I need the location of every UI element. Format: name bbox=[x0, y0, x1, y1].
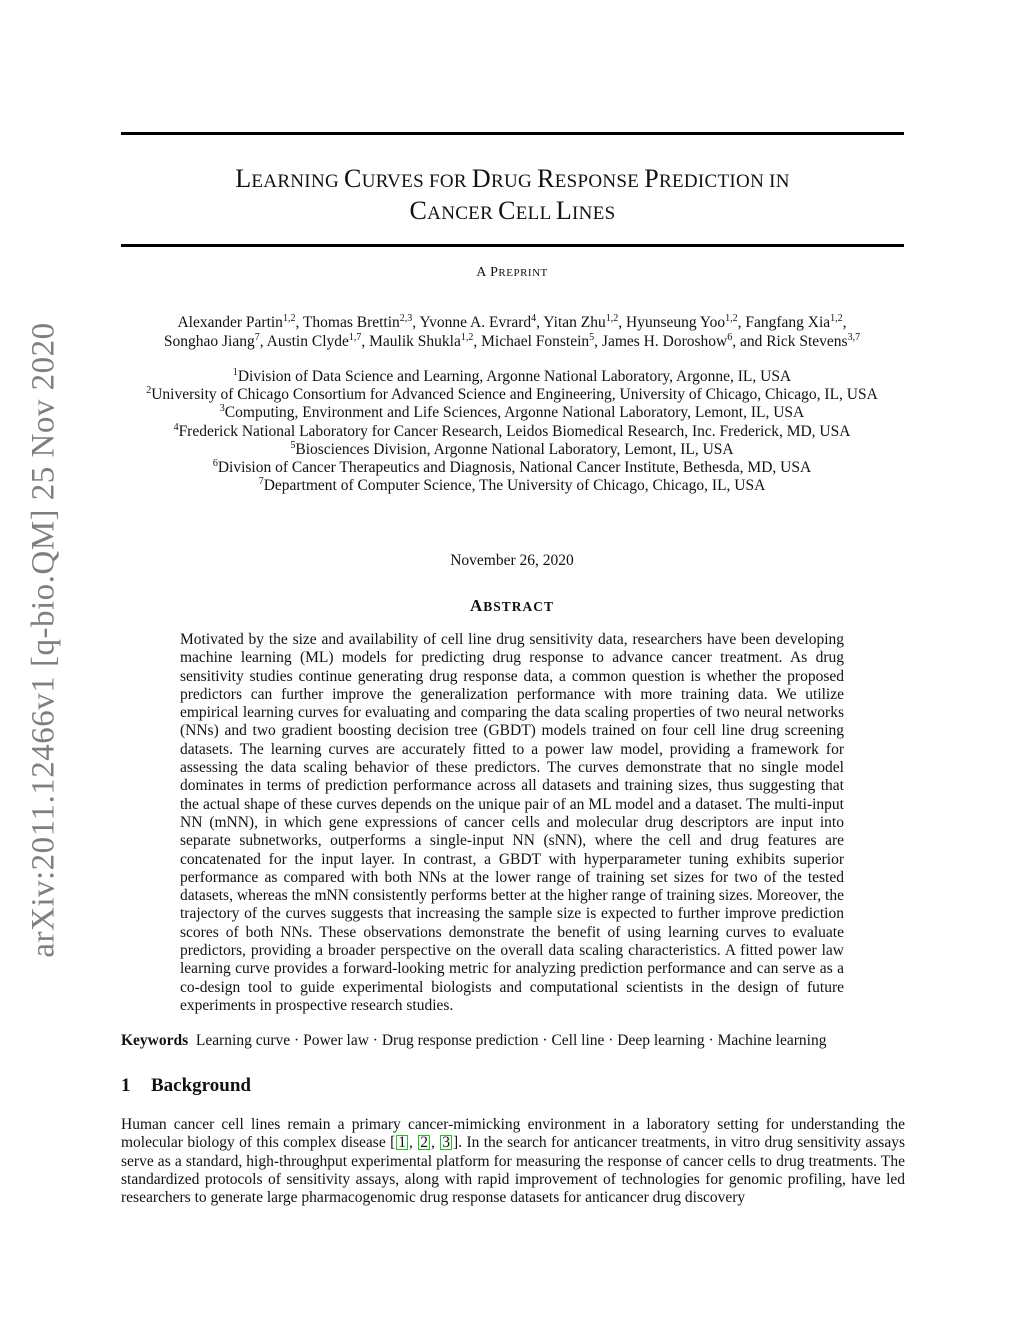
keywords-line bbox=[121, 1032, 826, 1050]
paper-title-line-2 bbox=[121, 194, 904, 230]
author: Songhao Jiang$^7$, bbox=[163, 332, 267, 350]
author-line bbox=[100, 313, 924, 332]
keywords-list: Learning curve · Power law · Drug response prediction · Cell line · Deep learning · Machine learning bbox=[195, 1032, 827, 1049]
affiliation: $^2$University of Chicago Consortium for Advanced Science and Engineering, University of Chicago, Chicago, IL, USA bbox=[146, 385, 878, 404]
title-bottom-rule bbox=[121, 244, 904, 247]
affiliation: $^3$Computing, Environment and Life Sciences, Argonne National Laboratory, Lemont, IL, USA bbox=[219, 403, 805, 422]
arxiv-identifier: arXiv:2011.12466v1 [q-bio.QM] 25 Nov 2020 bbox=[25, 322, 62, 958]
author-line bbox=[100, 332, 924, 351]
citation-link[interactable]: 1 bbox=[398, 1134, 406, 1152]
title-word: CELL bbox=[498, 196, 556, 225]
author: Hyunseung Yoo$^{1,2}$, bbox=[626, 313, 746, 331]
affiliation: $^6$Division of Cancer Therapeutics and Diagnosis, National Cancer Institute, Bethesda, MD, USA bbox=[212, 458, 812, 477]
author: Thomas Brettin$^{2,3}$, bbox=[302, 313, 420, 331]
title-word: PREDICTION IN bbox=[644, 164, 790, 193]
author: Yvonne A. Evrard$^4$, bbox=[419, 313, 544, 331]
author-list bbox=[100, 313, 924, 351]
author: James H. Doroshow$^6$, and bbox=[601, 332, 767, 350]
section-heading bbox=[121, 1075, 251, 1097]
preprint-label: A PREPRINT bbox=[476, 265, 548, 280]
citation-link[interactable]: 2 bbox=[420, 1134, 429, 1152]
paper-title-line-1 bbox=[121, 162, 904, 198]
author: Michael Fonstein$^5$, bbox=[481, 332, 602, 350]
author: Alexander Partin$^{1,2}$, bbox=[177, 313, 303, 331]
citation-link[interactable]: 3 bbox=[442, 1134, 451, 1152]
author: Maulik Shukla$^{1,2}$, bbox=[369, 332, 482, 350]
affiliation: $^4$Frederick National Laboratory for Cancer Research, Leidos Biomedical Research, Inc. Frederick, MD, USA bbox=[173, 421, 851, 440]
author: Austin Clyde$^{1,7}$, bbox=[266, 332, 370, 350]
title-word: RESPONSE bbox=[537, 164, 645, 193]
title-word: CANCER bbox=[409, 196, 499, 225]
title-word: LEARNING bbox=[235, 164, 345, 193]
abstract-text: Motivated by the size and availability of cell line drug sensitivity data, researchers have been developing machine learning (ML) models for predicting drug response to advance cancer treatment. As drug sensitivity studies continue generating drug response data, a common question is whether the proposed predictors can further improve the generalization performance with more training data. We utilize empirical learning curves for evaluating and comparing the data scaling properties of two neural networks (NNs) and two gradient boosting decision tree (GBDT) models trained on four cell line drug screening datasets. The learning curves are accurately fitted to a power law model, providing a framework for assessing the data scaling behavior of these predictors. The curves demonstrate that no single model dominates in terms of prediction performance across all datasets and training sizes, thus suggesting that the actual shape of these curves depends on the unique pair of an ML model and a dataset. The multi-input NN (mNN), in which gene expressions of cancer cells and molecular drug descriptors are input into separate subnetworks, outperforms a single-input NN (sNN), where the cell and drug features are concatenated for the input layer. In contrast, a GBDT with hyperparameter tuning exhibits superior performance as compared with both NNs at the lower range of training set sizes for two of the tested datasets, whereas the mNN consistently performs better at the higher range of training sizes. Moreover, the trajectory of the curves suggests that increasing the sample size is expected to further improve prediction scores of both NNs. These observations demonstrate the benefit of using learning curves to evaluate predictors, providing a broader perspective on the overall data scaling characteristics. A fitted power law learning curve provides a forward-looking metric for analyzing prediction performance and can serve as a co-design tool to guide experimental biologists and computational scientists in the design of future experiments in prospective research studies. bbox=[180, 631, 844, 1014]
affiliation-list bbox=[100, 368, 924, 495]
section-number: 1 bbox=[121, 1075, 131, 1096]
title-word: LINES bbox=[555, 196, 616, 225]
author: Yitan Zhu$^{1,2}$, bbox=[543, 313, 627, 331]
publication-date: November 26, 2020 bbox=[450, 552, 574, 569]
body-paragraph: Human cancer cell lines remain a primary cancer-mimicking environment in a laboratory setting for understanding the molecular biology of this complex disease [ 1 , 2 , 3 ]. In the search for anticancer treatments, in vitro drug sensitivity assays serve as a standard, high-throughput experimental platform for measuring the response of cancer cells to drug treatments. The standardized protocols of sensitivity assays, along with rapid improvement of technologies for genomic profiling, have led researchers to generate large pharmacogenomic drug response datasets for anticancer drug discovery bbox=[121, 1116, 905, 1207]
title-word: DRUG bbox=[471, 164, 538, 193]
title-top-rule bbox=[121, 132, 904, 135]
author: Fangfang Xia$^{1,2}$, bbox=[745, 313, 847, 331]
abstract-heading: ABSTRACT bbox=[469, 596, 555, 615]
section-title: Background bbox=[151, 1075, 251, 1096]
author: Rick Stevens$^{3,7}$ bbox=[766, 332, 861, 350]
affiliation: $^5$Biosciences Division, Argonne National Laboratory, Lemont, IL, USA bbox=[290, 439, 734, 458]
affiliation: $^1$Division of Data Science and Learning, Argonne National Laboratory, Argonne, IL, USA bbox=[232, 367, 792, 385]
affiliation: $^7$Department of Computer Science, The University of Chicago, Chicago, IL, USA bbox=[258, 476, 766, 495]
keywords-label: Keywords bbox=[121, 1032, 189, 1049]
title-word: CURVES FOR bbox=[344, 164, 472, 193]
